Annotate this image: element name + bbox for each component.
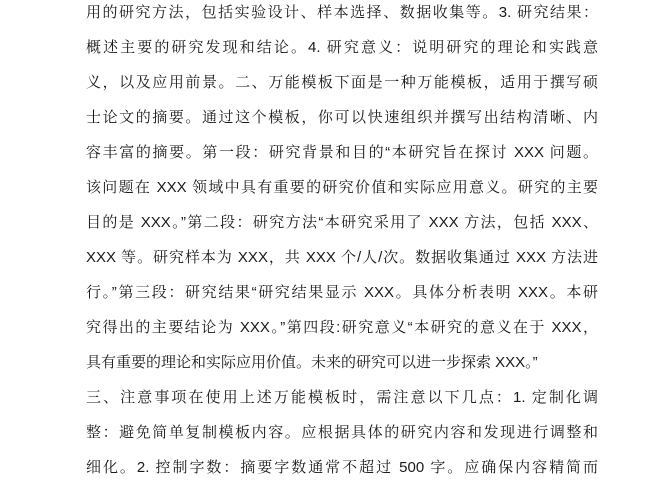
document-page — [86, 0, 598, 485]
text-line: 行。”第三段：研究结果“研究结果显示 XXX。具体分析表明 XXX。本研 — [86, 284, 598, 301]
text-line: 士论文的摘要。通过这个模板，你可以快速组织并撰写出结构清晰、内 — [86, 109, 598, 126]
text-line: 该问题在 XXX 领域中具有重要的研究价值和实际应用意义。研究的主要 — [86, 179, 598, 196]
text-line: 义，以及应用前景。二、万能模板下面是一种万能模板，适用于撰写硕 — [86, 74, 598, 91]
text-line: 概述主要的研究发现和结论。4. 研究意义：说明研究的理论和实践意 — [86, 39, 598, 56]
text-line: 究得出的主要结论为 XXX。”第四段:研究意义“本研究的意义在于 XXX， — [86, 319, 598, 336]
text-line: 具有重要的理论和实际应用价值。未来的研究可以进一步探索 XXX。” — [86, 354, 538, 371]
text-line: 三、注意事项在使用上述万能模板时，需注意以下几点：1. 定制化调 — [86, 389, 598, 406]
text-line: 整：避免简单复制模板内容。应根据具体的研究内容和发现进行调整和 — [86, 424, 598, 441]
text-line: 用的研究方法，包括实验设计、样本选择、数据收集等。3. 研究结果： — [86, 4, 598, 21]
text-line: 目的是 XXX。”第二段：研究方法“本研究采用了 XXX 方法，包括 XXX、 — [86, 214, 598, 231]
text-line: 容丰富的摘要。第一段：研究背景和目的“本研究旨在探讨 XXX 问题。 — [86, 144, 598, 161]
text-line: XXX 等。研究样本为 XXX，共 XXX 个/人/次。数据收集通过 XXX 方法进 — [86, 249, 598, 266]
text-line: 细化。2. 控制字数：摘要字数通常不超过 500 字。应确保内容精简而 — [86, 459, 598, 476]
